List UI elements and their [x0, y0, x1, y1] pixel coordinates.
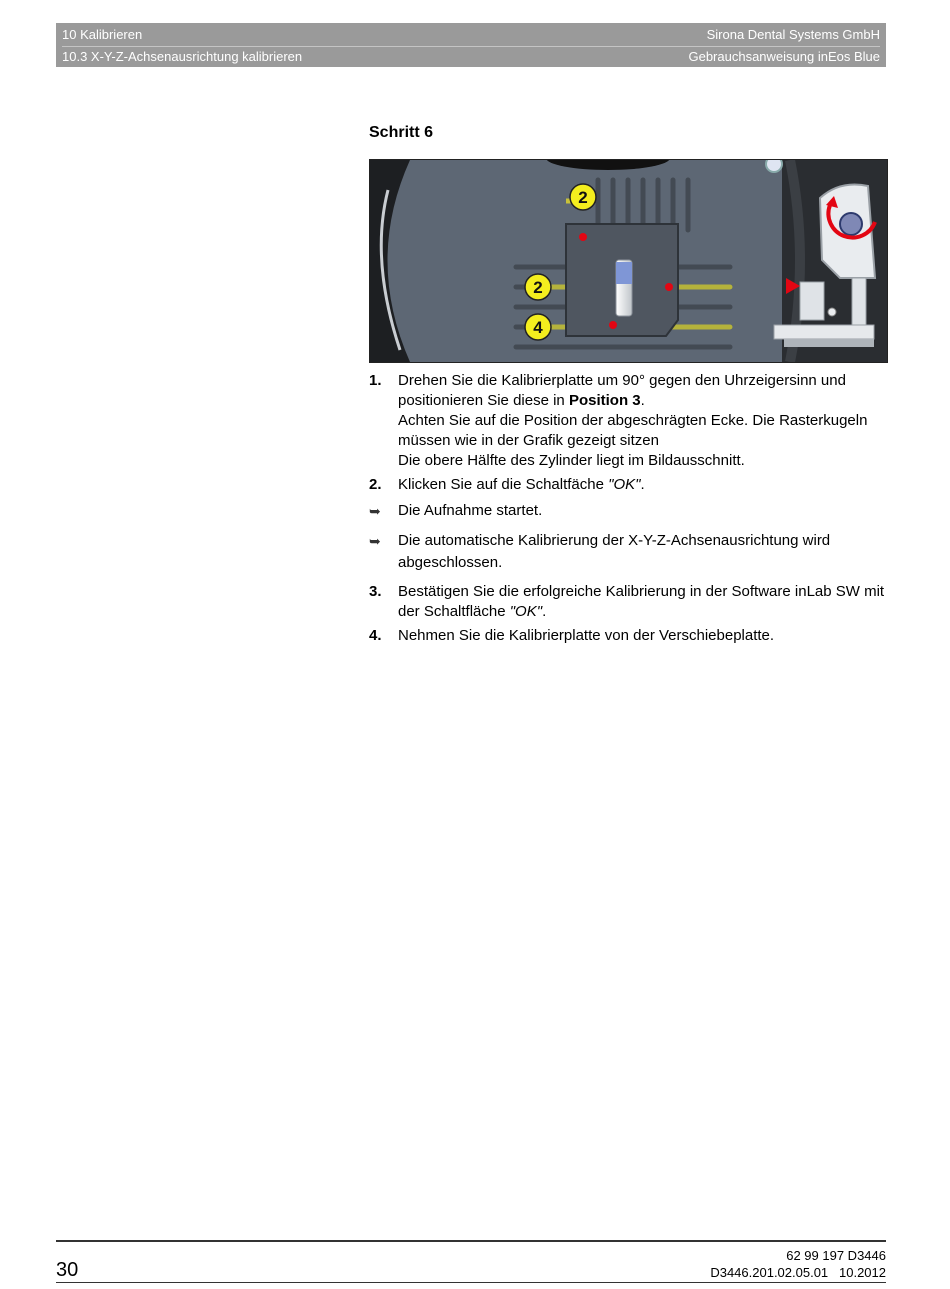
header-company: Sirona Dental Systems GmbH	[706, 27, 880, 42]
step-number: 4.	[369, 627, 382, 644]
header-chapter: 10 Kalibrieren	[62, 27, 143, 42]
step-text: Bestätigen Sie die erfolgreiche Kalibrierung in der Software inLab SW mit der Schaltfläche	[398, 583, 885, 620]
step-text: .	[542, 603, 547, 620]
step-bold-text: Position 3	[568, 392, 641, 409]
step-title: Schritt 6	[369, 124, 434, 141]
result-item	[369, 530, 889, 574]
footer-rule	[56, 1282, 886, 1283]
page-number: 30	[56, 1259, 79, 1281]
document-info	[710, 1247, 886, 1281]
ok-button-reference: "OK"	[509, 603, 543, 620]
result-item	[369, 500, 889, 522]
header-manual: Gebrauchsanweisung inEos Blue	[688, 49, 880, 64]
calibration-figure	[369, 159, 888, 363]
footer-rule	[56, 1240, 886, 1242]
step-number: 1.	[369, 372, 382, 389]
step-item	[369, 626, 889, 646]
result-arrow-icon: ➥	[369, 533, 381, 549]
step-number: 2.	[369, 476, 382, 493]
step-text: .	[640, 392, 645, 409]
step-text: Die obere Hälfte des Zylinder liegt im Bildausschnitt.	[398, 452, 745, 469]
calibration-illustration	[370, 160, 887, 362]
result-text: Die automatische Kalibrierung der X-Y-Z-Achsenausrichtung wird abgeschlossen.	[398, 532, 831, 571]
instruction-list	[369, 371, 889, 650]
result-text: Die Aufnahme startet.	[398, 502, 543, 519]
step-text: Nehmen Sie die Kalibrierplatte von der Verschiebeplatte.	[398, 627, 775, 644]
step-text: Achten Sie auf die Position der abgeschrägten Ecke. Die Rasterkugeln müssen wie in der Grafik gezeigt sitzen	[398, 412, 868, 449]
page-header	[56, 23, 886, 67]
step-text: .	[640, 476, 645, 493]
doc-date: 10.2012	[839, 1265, 886, 1280]
figure-label: 2	[578, 188, 588, 207]
result-arrow-icon: ➥	[369, 503, 381, 519]
step-item	[369, 371, 889, 471]
header-section: 10.3 X-Y-Z-Achsenausrichtung kalibrieren	[62, 49, 303, 64]
step-item	[369, 475, 889, 574]
figure-label: 4	[533, 318, 543, 337]
doc-code: D3446.201.02.05.01	[710, 1265, 829, 1280]
step-text: Drehen Sie die Kalibrierplatte um 90° gegen den Uhrzeigersinn und positionieren Sie diese in	[398, 372, 846, 409]
figure-label: 2	[533, 278, 543, 297]
step-text: Klicken Sie auf die Schaltfäche	[398, 476, 609, 493]
step-item	[369, 582, 889, 622]
doc-number: 62 99 197 D3446	[786, 1248, 886, 1263]
ok-button-reference: "OK"	[608, 476, 641, 493]
step-number: 3.	[369, 583, 382, 600]
